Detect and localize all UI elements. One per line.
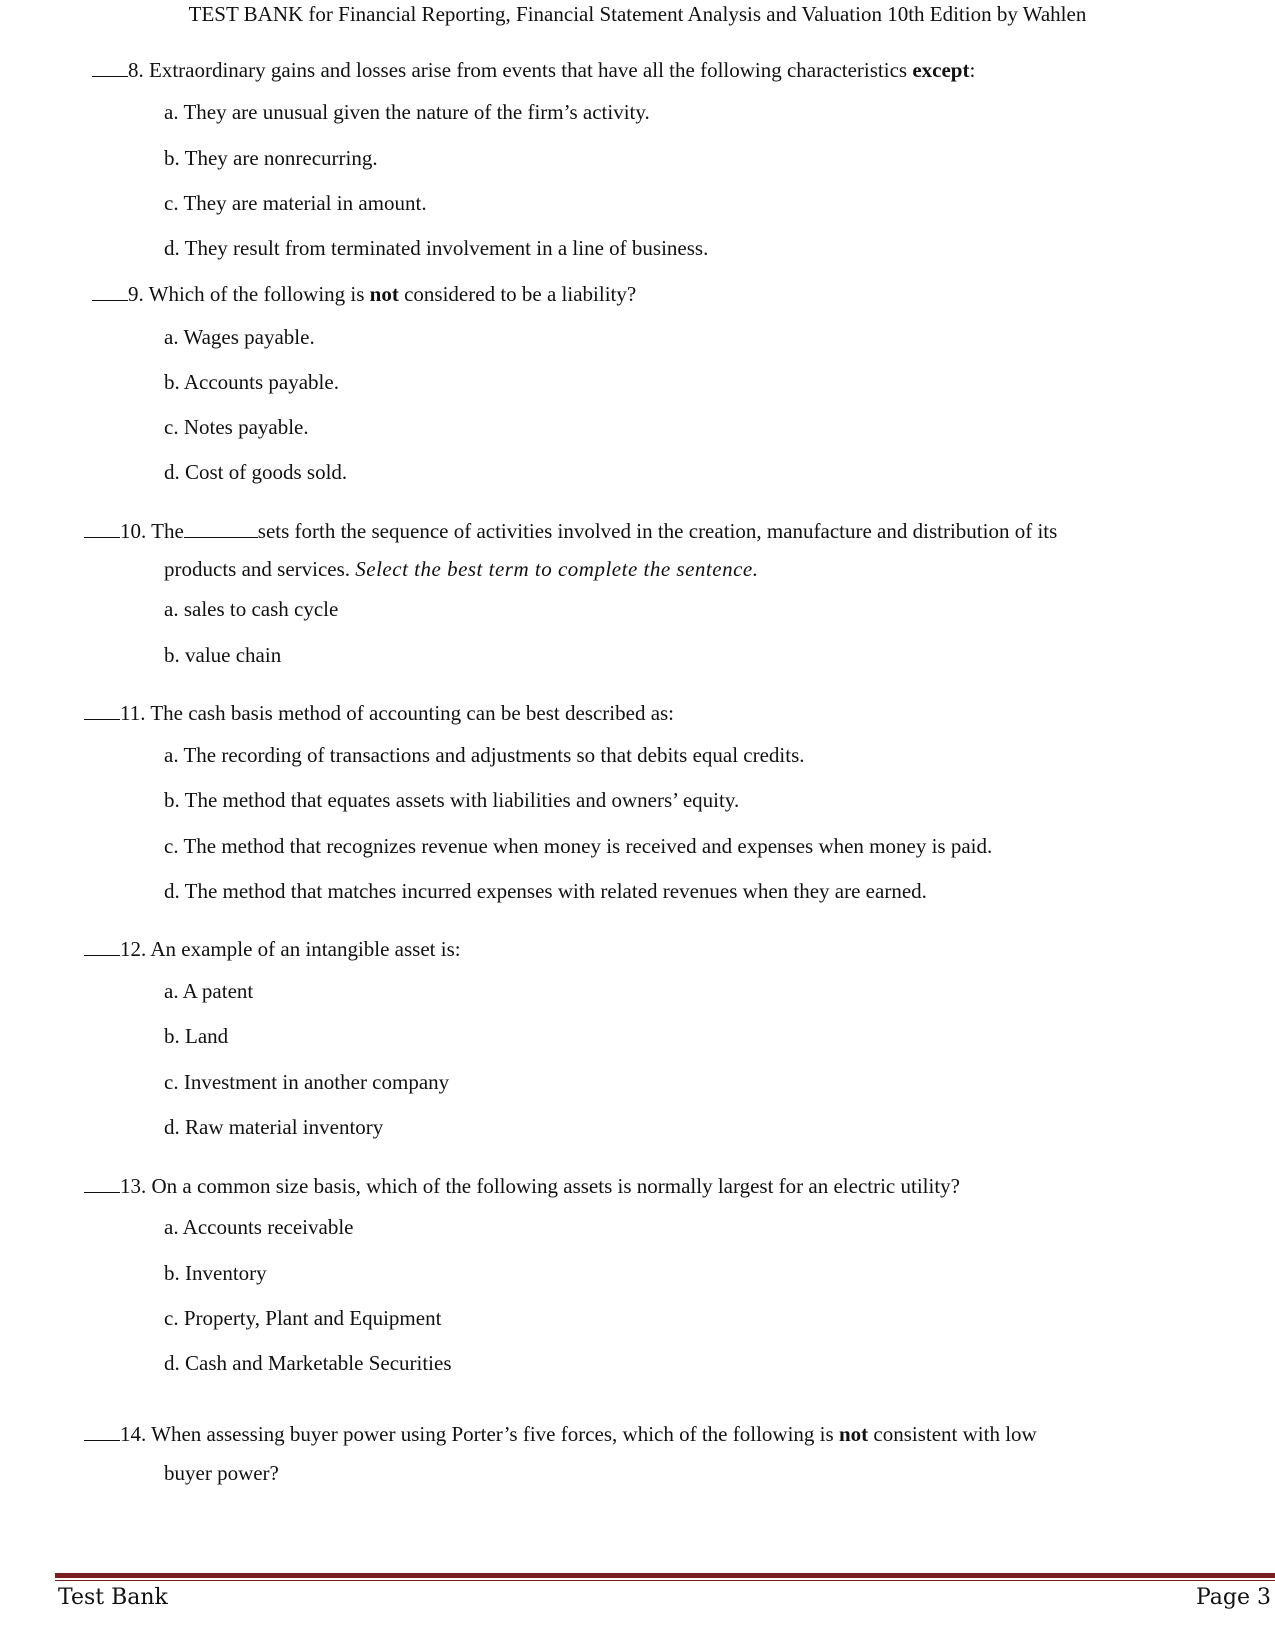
question-text: Which of the following is (148, 282, 370, 306)
instruction-text: Select the best term to complete the sentence. (355, 557, 759, 581)
option-b: b. value chain (164, 643, 282, 667)
footer-rule (55, 1573, 1275, 1578)
question-continuation: buyer power? (164, 1461, 279, 1485)
question-number: 8. (128, 58, 144, 82)
answer-blank[interactable] (84, 1174, 120, 1193)
option-a: a. Wages payable. (164, 325, 315, 349)
option-a: a. Accounts receivable (164, 1215, 354, 1239)
question-13 (84, 1174, 1125, 1198)
footer-left-text: Test Bank (58, 1585, 168, 1610)
option-a: a. They are unusual given the nature of the firm’s activity. (164, 100, 650, 124)
question-text: The (151, 519, 184, 543)
answer-blank[interactable] (92, 58, 128, 77)
question-emphasis: not (369, 282, 399, 306)
option-c: c. They are material in amount. (164, 191, 427, 215)
option-c: c. Investment in another company (164, 1070, 450, 1094)
answer-blank[interactable] (84, 937, 120, 956)
question-text: An example of an intangible asset is: (150, 937, 461, 961)
option-a: a. sales to cash cycle (164, 597, 339, 621)
option-a: a. A patent (164, 979, 254, 1003)
fill-in-blank[interactable] (184, 519, 258, 538)
question-continuation (164, 557, 758, 581)
option-d: d. Cost of goods sold. (164, 460, 348, 484)
question-11 (84, 701, 1125, 725)
page-header: TEST BANK for Financial Reporting, Financial Statement Analysis and Valuation 10th Edition by Wahlen (188, 2, 1087, 26)
question-number: 13. (120, 1174, 147, 1198)
option-c: c. Property, Plant and Equipment (164, 1306, 442, 1330)
question-emphasis: not (838, 1422, 869, 1446)
option-b: b. Accounts payable. (164, 370, 339, 394)
footer-rule-thin (55, 1580, 1275, 1581)
question-8 (92, 58, 1125, 82)
option-b: b. They are nonrecurring. (164, 146, 378, 170)
option-a: a. The recording of transactions and adjustments so that debits equal credits. (164, 743, 805, 767)
question-10 (84, 519, 1125, 543)
question-text: The cash basis method of accounting can be best described as: (150, 701, 675, 725)
answer-blank[interactable] (84, 1422, 120, 1441)
question-text-end: : (969, 58, 976, 82)
question-text: When assessing buyer power using Porter’s five forces, which of the following is (151, 1422, 839, 1446)
question-number: 10. (120, 519, 147, 543)
question-number: 12. (120, 937, 147, 961)
question-emphasis: except (912, 58, 970, 82)
question-text-end: considered to be a liability? (398, 282, 637, 306)
option-b: b. The method that equates assets with liabilities and owners’ equity. (164, 788, 740, 812)
answer-blank[interactable] (92, 282, 128, 301)
question-number: 9. (128, 282, 144, 306)
option-d: d. They result from terminated involvement in a line of business. (164, 236, 709, 260)
question-text-end: consistent with low (868, 1422, 1037, 1446)
option-d: d. Raw material inventory (164, 1115, 384, 1139)
question-14 (84, 1422, 1125, 1446)
answer-blank[interactable] (84, 519, 120, 538)
answer-blank[interactable] (84, 701, 120, 720)
option-c: c. The method that recognizes revenue when money is received and expenses when money is paid. (164, 834, 993, 858)
question-text: On a common size basis, which of the following assets is normally largest for an electric utility? (151, 1174, 960, 1198)
question-9 (92, 282, 1125, 306)
option-d: d. The method that matches incurred expenses with related revenues when they are earned. (164, 879, 927, 903)
option-b: b. Land (164, 1024, 229, 1048)
continuation-text: products and services. (164, 557, 356, 581)
option-b: b. Inventory (164, 1261, 267, 1285)
option-c: c. Notes payable. (164, 415, 309, 439)
question-text-end: sets forth the sequence of activities involved in the creation, manufacture and distribution of its (257, 519, 1058, 543)
question-number: 14. (120, 1422, 147, 1446)
question-12 (84, 937, 1125, 961)
question-text: Extraordinary gains and losses arise from events that have all the following characteristics (149, 58, 913, 82)
question-number: 11. (120, 701, 146, 725)
option-d: d. Cash and Marketable Securities (164, 1351, 452, 1375)
page-number: Page 3 (1195, 1585, 1271, 1610)
